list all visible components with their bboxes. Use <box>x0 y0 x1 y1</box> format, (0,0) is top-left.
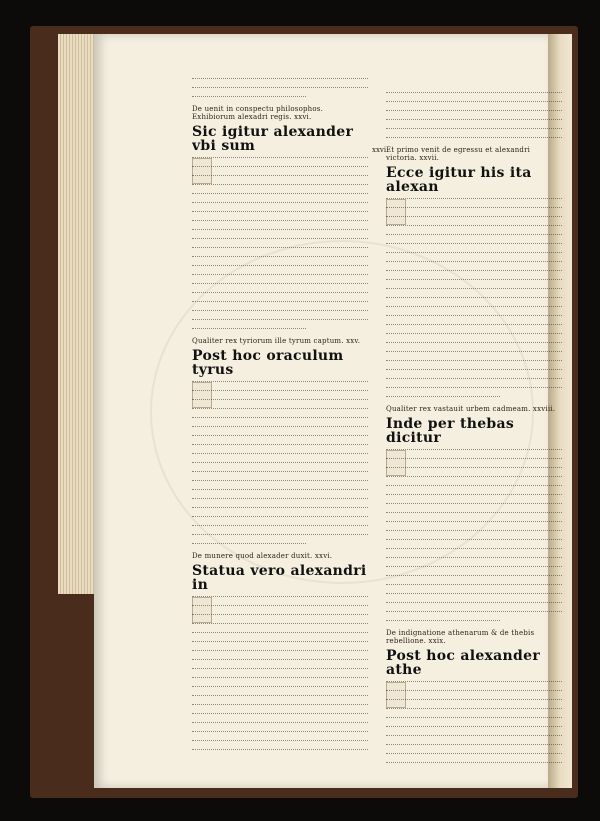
heading-5: Inde per thebas dicitur <box>386 416 515 446</box>
heading-6: Post hoc alexander athe <box>386 648 540 678</box>
left-text-column <box>192 78 368 754</box>
rubric-4: Et primo venit de egressu et alexandri victoria. xxvii. <box>386 146 531 162</box>
rubric-5: Qualiter rex vastauit urbem cadmeam. xxviii. <box>386 405 556 413</box>
rubric-1: De uenit in conspectu philosophos. Exhibiorum alexadri regis. xxvi. <box>192 105 324 121</box>
page-edges <box>58 34 94 594</box>
heading-2: Post hoc oraculum tyrus <box>192 348 344 378</box>
heading-1: Sic igitur alexander vbi sum <box>192 124 354 154</box>
folio-number: xxvi. <box>372 146 389 154</box>
heading-4: Ecce igitur his ita alexan <box>386 165 532 195</box>
heading-3: Statua vero alexandri in <box>192 563 367 593</box>
rubric-2: Qualiter rex tyriorum ille tyrum captum. xxv. <box>192 337 361 345</box>
rubric-3: De munere quod alexader duxit. xxvi. <box>192 552 333 560</box>
right-text-column <box>386 92 562 768</box>
rubric-6: De indignatione athenarum & de thebis rebellione. xxix. <box>386 629 535 645</box>
